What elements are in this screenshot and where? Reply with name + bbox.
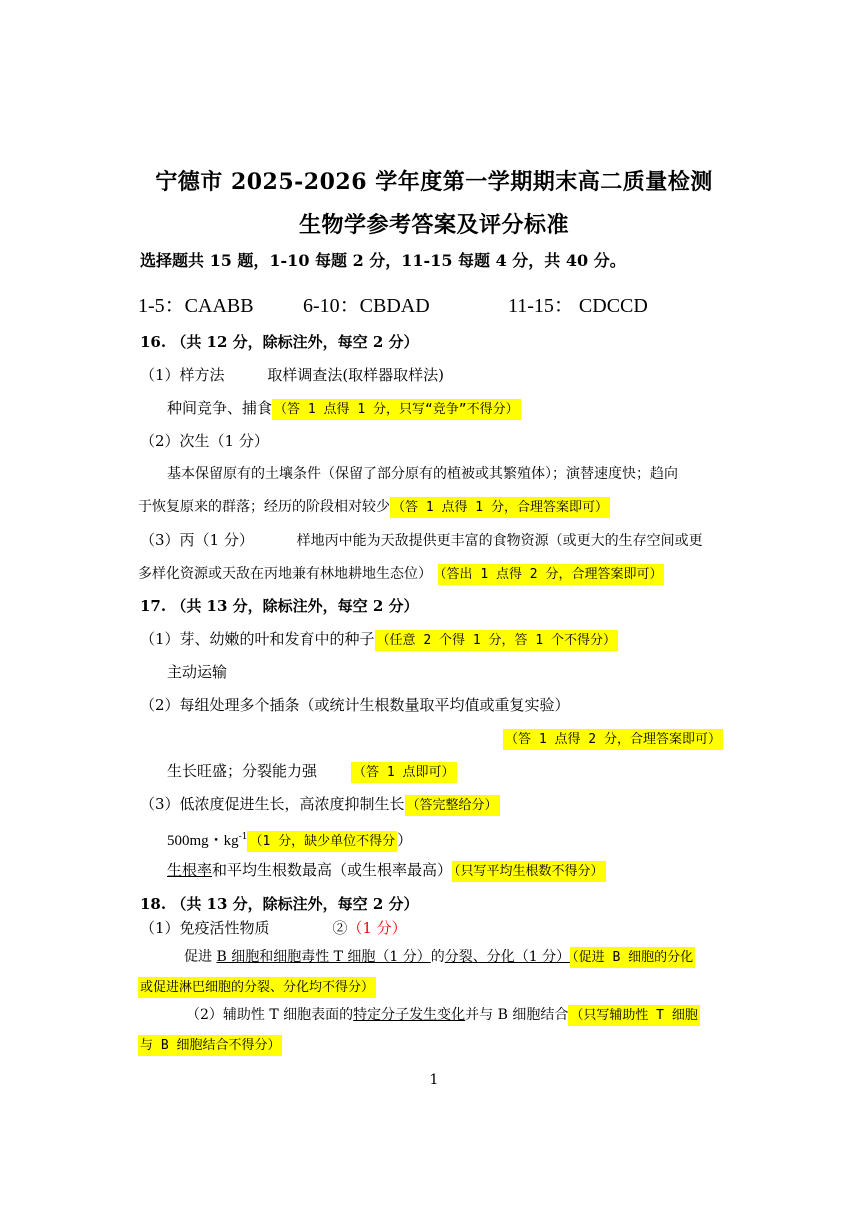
q18-note-2: （促进 B 细胞的分化 bbox=[570, 947, 695, 968]
document-title: 宁德市 2025-2026 学年度第一学期期末高二质量检测 bbox=[155, 169, 713, 195]
q17-answer-8: 和平均生根数最高（或生根率最高） bbox=[212, 861, 453, 879]
q17-answer-1: （1）芽、幼嫩的叶和发育中的种子 bbox=[140, 630, 375, 648]
q17-heading: 17. （共 13 分，除标注外，每空 2 分） bbox=[140, 597, 419, 615]
q16-answer-5: 于恢复原来的群落；经历的阶段相对较少 bbox=[138, 499, 390, 515]
q16-line-7 bbox=[138, 562, 738, 586]
q17-note-6: （答完整给分） bbox=[405, 795, 500, 816]
q18-note-3: 或促进淋巴细胞的分裂、分化均不得分） bbox=[138, 977, 376, 998]
q16-line-3: （2）次生（1 分） bbox=[140, 432, 269, 450]
q16-line-6 bbox=[140, 529, 740, 552]
choice-group-2: 6-10：CBDAD bbox=[303, 295, 430, 317]
q18-answer-1a: （1）免疫活性物质 bbox=[140, 919, 270, 937]
q17-line-3: （2）每组处理多个插条（或统计生根数量取平均值或重复实验） bbox=[140, 696, 570, 714]
q16-line-1 bbox=[140, 364, 740, 386]
q18-answer-4a: （2）辅助性 T 细胞表面的 bbox=[186, 1007, 354, 1023]
q16-line-5 bbox=[138, 495, 738, 519]
q17-answer-7-exponent: -1 bbox=[238, 832, 248, 842]
q17-note-5: （答 1 点即可） bbox=[351, 762, 456, 783]
q18-answer-4-underlined: 特定分子发生变化 bbox=[353, 1007, 466, 1023]
q17-line-5 bbox=[167, 760, 767, 784]
q18-line-2 bbox=[184, 946, 784, 969]
q17-note-7: （1 分，缺少单位不得分 bbox=[247, 831, 397, 852]
q18-answer-4b: 并与 B 细胞结合 bbox=[465, 1007, 569, 1023]
q17-line-8 bbox=[167, 859, 767, 883]
q18-line-3 bbox=[138, 975, 738, 999]
q17-answer-6: （3）低浓度促进生长，高浓度抑制生长 bbox=[140, 795, 405, 813]
choice-intro: 选择题共 15 题，1-10 每题 2 分，11-15 每题 4 分，共 40 分。 bbox=[140, 251, 626, 270]
q17-note-1: （任意 2 个得 1 分，答 1 个不得分） bbox=[375, 630, 618, 651]
q16-note-5: （答 1 点得 1 分，合理答案即可） bbox=[390, 497, 610, 518]
q17-line-2: 主动运输 bbox=[167, 663, 228, 681]
q16-answer-6b: 样地丙中能为天敌提供更丰富的食物资源（或更大的生存空间或更 bbox=[296, 533, 703, 549]
q16-line-4: 基本保留原有的土壤条件（保留了部分原有的植被或其繁殖体）；演替速度快；趋向 bbox=[167, 466, 678, 482]
page-number: 1 bbox=[429, 1072, 439, 1088]
choice-group-3: 11-15： CDCCD bbox=[508, 295, 648, 317]
q18-answer-2a: 促进 bbox=[184, 949, 217, 965]
q16-answer-2: 种间竞争、捕食 bbox=[167, 399, 273, 417]
q17-line-4 bbox=[503, 727, 743, 751]
choice-answers bbox=[138, 289, 648, 318]
q16-note-2: （答 1 点得 1 分，只写“竞争”不得分） bbox=[272, 399, 521, 420]
choice-group-1: 1-5：CAABB bbox=[138, 295, 254, 317]
q18-line-4 bbox=[186, 1004, 786, 1027]
q17-answer-7: 500mg・kg bbox=[167, 833, 239, 849]
q18-line-1 bbox=[140, 917, 740, 939]
q16-note-7: （答出 1 点得 2 分，合理答案即可） bbox=[438, 564, 664, 585]
q16-heading: 16. （共 12 分，除标注外，每空 2 分） bbox=[140, 333, 419, 351]
q18-note-5: 与 B 细胞结合不得分） bbox=[138, 1035, 282, 1056]
q17-note-4: （答 1 点得 2 分，合理答案即可） bbox=[503, 729, 723, 750]
q17-line-6 bbox=[140, 793, 740, 817]
q17-answer-5: 生长旺盛；分裂能力强 bbox=[167, 762, 318, 780]
q18-answer-2b: 的 bbox=[430, 949, 445, 965]
q18-heading: 18. （共 13 分，除标注外，每空 2 分） bbox=[140, 895, 419, 913]
q17-note-7-close: ） bbox=[397, 831, 413, 849]
q17-line-1 bbox=[140, 628, 740, 652]
q18-answer-1-points: （1 分） bbox=[347, 919, 407, 937]
q18-note-4: （只写辅助性 T 细胞 bbox=[568, 1005, 699, 1026]
q16-answer-6a: （3）丙（1 分） bbox=[140, 531, 254, 549]
q18-answer-2-cells: B 细胞和细胞毒性 T 细胞（1 分） bbox=[216, 949, 431, 965]
q16-answer-1a: （1）样方法 bbox=[140, 366, 225, 384]
q18-answer-1b: ② bbox=[332, 919, 348, 937]
q17-note-8: （只写平均生根数不得分） bbox=[452, 861, 606, 882]
q17-line-7 bbox=[167, 826, 767, 853]
document-subtitle: 生物学参考答案及评分标准 bbox=[298, 212, 569, 238]
q16-line-2 bbox=[167, 397, 767, 421]
q18-answer-2-action: 分裂、分化（1 分） bbox=[444, 949, 571, 965]
q16-answer-7: 多样化资源或天敌在丙地兼有林地耕地生态位） bbox=[138, 566, 432, 582]
q16-answer-1b: 取样调查法(取样器取样法) bbox=[267, 366, 445, 384]
q18-line-5 bbox=[138, 1033, 738, 1057]
q17-answer-8-underlined: 生根率 bbox=[167, 861, 213, 879]
